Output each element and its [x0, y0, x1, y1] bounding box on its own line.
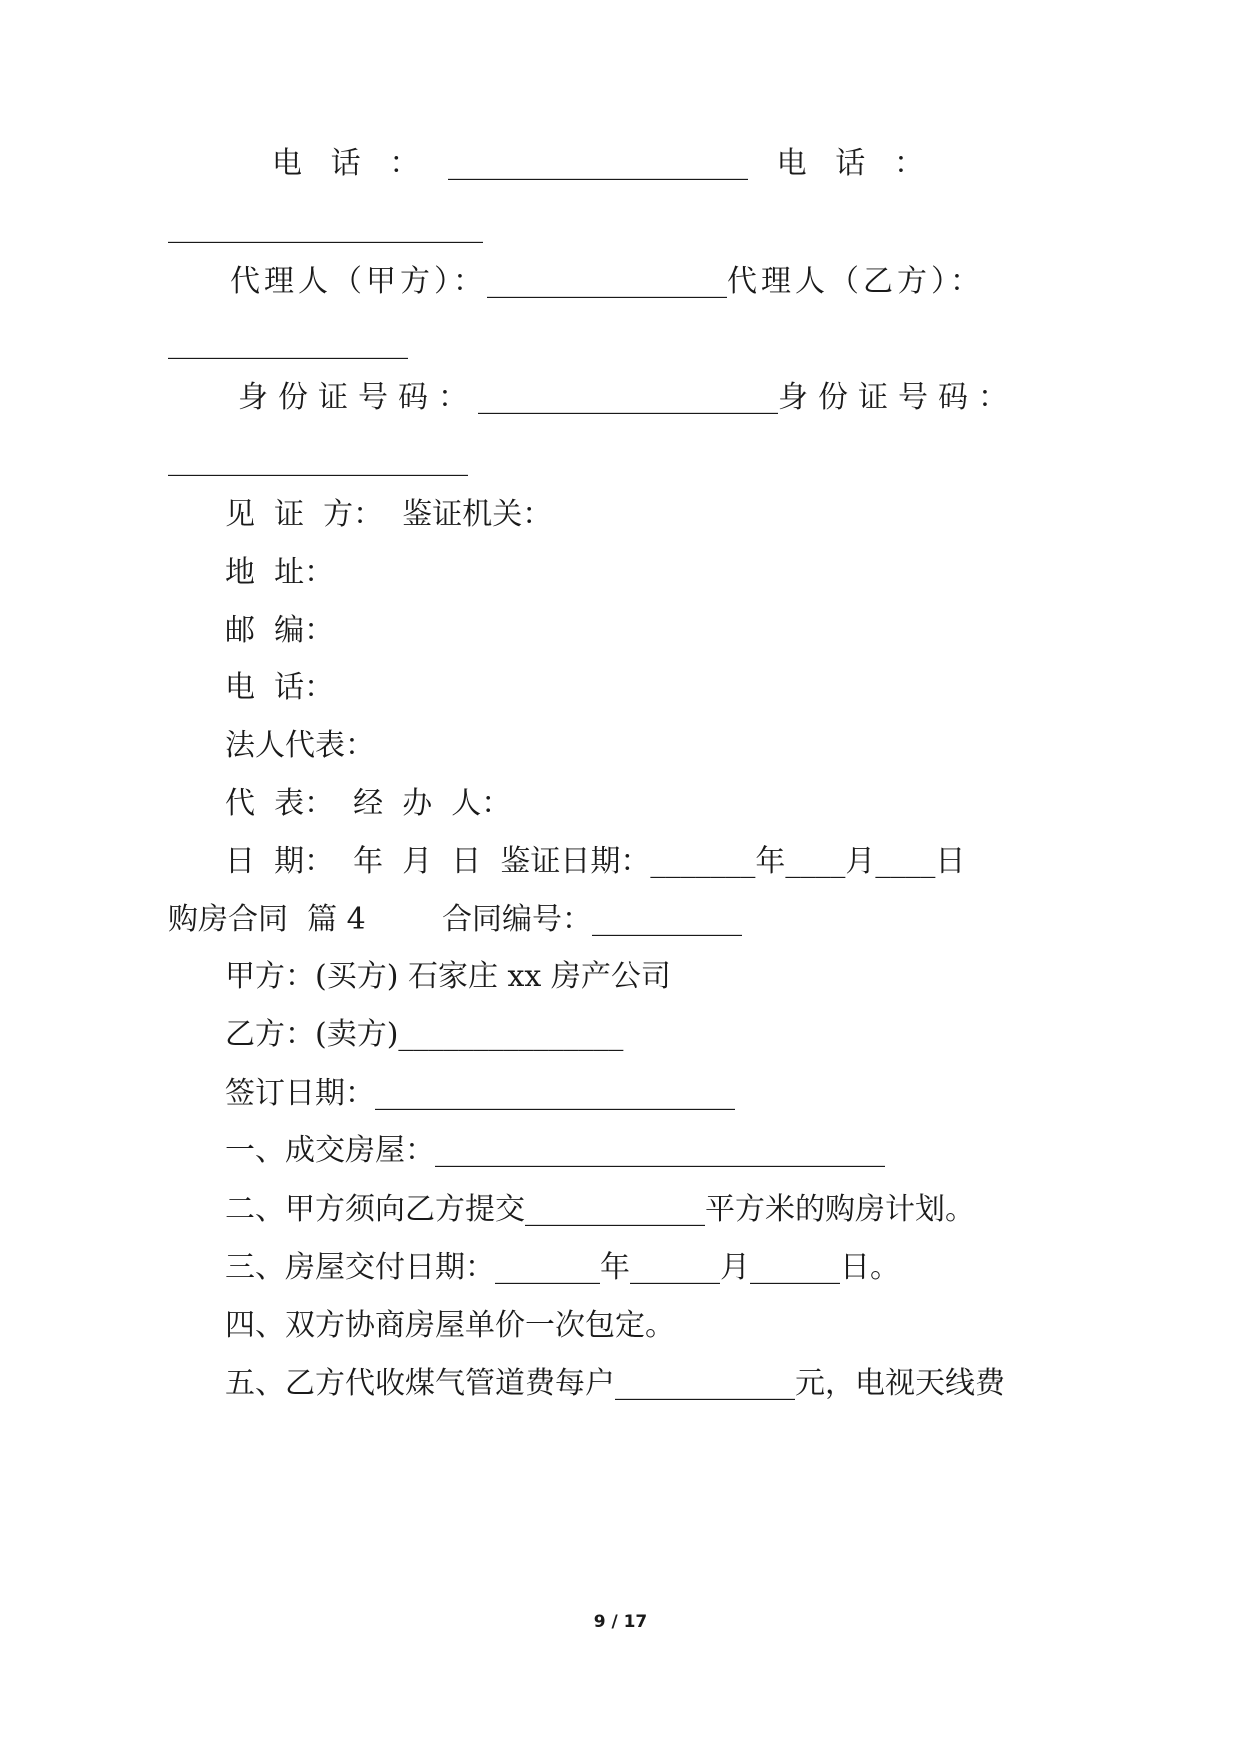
phone-char-3: 电: [776, 146, 807, 181]
phone-parties-row: [272, 144, 924, 184]
agent-b-label: 代理人（乙方）：: [727, 264, 984, 299]
sign-date-line: 签订日期：________________________: [225, 1076, 735, 1111]
clause-1: 一、成交房屋：______________________________: [225, 1133, 885, 1168]
address-line: 地 址：: [225, 555, 335, 590]
agent-a-blank: ________________: [487, 264, 727, 299]
agents-row: [230, 262, 984, 302]
phone-colon-2: ：: [893, 146, 924, 181]
witness-line: 见 证 方： 鉴证机关：: [225, 497, 553, 532]
phone-line: 电 话：: [225, 670, 335, 705]
id-a-blank: ____________________: [478, 380, 778, 415]
contract-heading: 购房合同 篇 4 合同编号：__________: [168, 902, 742, 937]
date-line: 日 期： 年 月 日 鉴证日期：_______年____月____日: [225, 844, 966, 879]
id-a-label: 身份证号码：: [238, 380, 478, 415]
legal-rep-line: 法人代表：: [225, 728, 375, 763]
party-b-line: 乙方：(卖方)_______________: [225, 1017, 624, 1052]
phone-blank: ____________________: [447, 146, 748, 181]
id-wrap-blank: ____________________: [168, 442, 468, 477]
phone-char-4: 话: [835, 146, 866, 181]
agents-wrap-blank: ________________: [168, 325, 408, 360]
party-a-line: 甲方：(买方) 石家庄 xx 房产公司: [225, 959, 671, 994]
phone-colon: ：: [389, 146, 420, 181]
clause-5: 五、乙方代收煤气管道费每户____________元，电视天线费: [225, 1366, 1005, 1401]
phone-char-1: 电: [272, 146, 302, 181]
page-number: 9 / 17: [593, 1612, 648, 1632]
id-b-label: 身份证号码：: [778, 380, 1018, 415]
phone-char-2: 话: [330, 146, 361, 181]
id-row: [238, 378, 1018, 418]
phone-wrap-blank: _____________________: [168, 209, 483, 244]
postcode-line: 邮 编：: [225, 613, 335, 648]
clause-2: 二、甲方须向乙方提交____________平方米的购房计划。: [225, 1192, 975, 1227]
agent-a-label: 代理人（甲方）：: [230, 264, 487, 299]
clause-3: 三、房屋交付日期：_______年______月______日。: [225, 1250, 900, 1285]
clause-4: 四、双方协商房屋单价一次包定。: [225, 1308, 675, 1343]
representative-line: 代 表： 经 办 人：: [225, 786, 512, 821]
